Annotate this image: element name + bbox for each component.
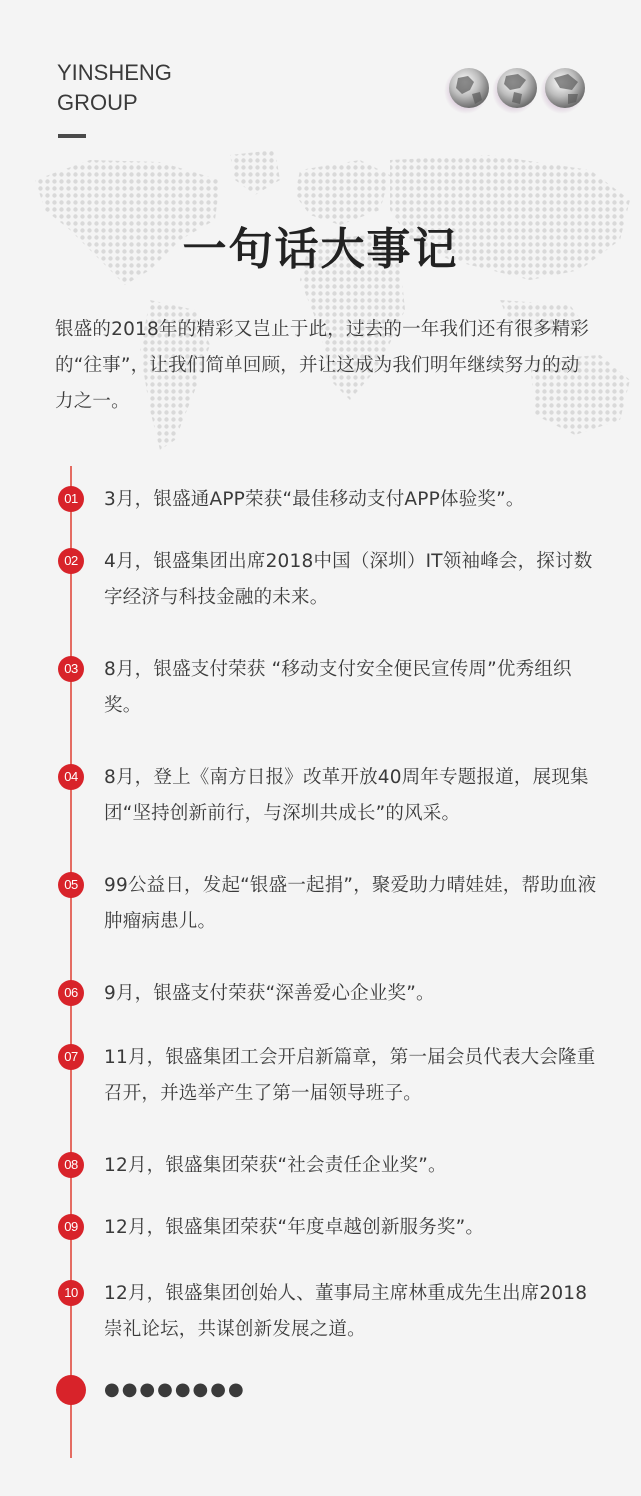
timeline-line bbox=[70, 466, 72, 1458]
event-text: 11月，银盛集团工会开启新篇章，第一届会员代表大会隆重召开，并选举产生了第一届领导班子。 bbox=[104, 1047, 596, 1104]
event-number-badge: 10 bbox=[58, 1280, 84, 1306]
event-number-badge: 03 bbox=[58, 656, 84, 682]
event-text: 8月，登上《南方日报》改革开放40周年专题报道，展现集团“坚持创新前行，与深圳共成长”的风采。 bbox=[104, 767, 589, 824]
page-title: 一句话大事记 bbox=[182, 224, 459, 275]
brand-line-2: GROUP bbox=[57, 90, 138, 115]
event-number-badge: 04 bbox=[58, 764, 84, 790]
event-text: 12月，银盛集团荣获“年度卓越创新服务奖”。 bbox=[104, 1217, 485, 1238]
event-number-badge: 09 bbox=[58, 1214, 84, 1240]
event-number-badge: 06 bbox=[58, 980, 84, 1006]
event-text: 3月，银盛通APP荣获“最佳移动支付APP体验奖”。 bbox=[104, 489, 525, 510]
more-ellipsis: ●●●●●●●● bbox=[104, 1379, 246, 1400]
brand-logo-text bbox=[57, 58, 172, 118]
event-number-badge: 05 bbox=[58, 872, 84, 898]
event-number-badge: 08 bbox=[58, 1152, 84, 1178]
event-text: 12月，银盛集团荣获“社会责任企业奖”。 bbox=[104, 1155, 447, 1176]
event-text: 4月，银盛集团出席2018中国（深圳）IT领袖峰会，探讨数字经济与科技金融的未来。 bbox=[104, 551, 593, 608]
event-number-badge: 02 bbox=[58, 548, 84, 574]
brand-line-1: YINSHENG bbox=[57, 60, 172, 85]
event-text: 9月，银盛支付荣获“深善爱心企业奖”。 bbox=[104, 983, 435, 1004]
event-number-badge: 07 bbox=[58, 1044, 84, 1070]
timeline-end-dot bbox=[56, 1375, 86, 1405]
event-number-badge: 01 bbox=[58, 486, 84, 512]
event-text: 12月，银盛集团创始人、董事局主席林重成先生出席2018崇礼论坛，共谋创新发展之道。 bbox=[104, 1283, 588, 1340]
event-text: 8月，银盛支付荣获 “移动支付安全便民宣传周”优秀组织奖。 bbox=[104, 659, 572, 716]
globe-icon bbox=[444, 64, 594, 114]
event-text: 99公益日，发起“银盛一起捐”，聚爱助力晴娃娃，帮助血液肿瘤病患儿。 bbox=[104, 875, 597, 932]
brand-divider bbox=[58, 134, 86, 138]
intro-paragraph: 银盛的2018年的精彩又岂止于此，过去的一年我们还有很多精彩的“往事”，让我们简单回顾，并让这成为我们明年继续努力的动力之一。 bbox=[55, 319, 590, 412]
